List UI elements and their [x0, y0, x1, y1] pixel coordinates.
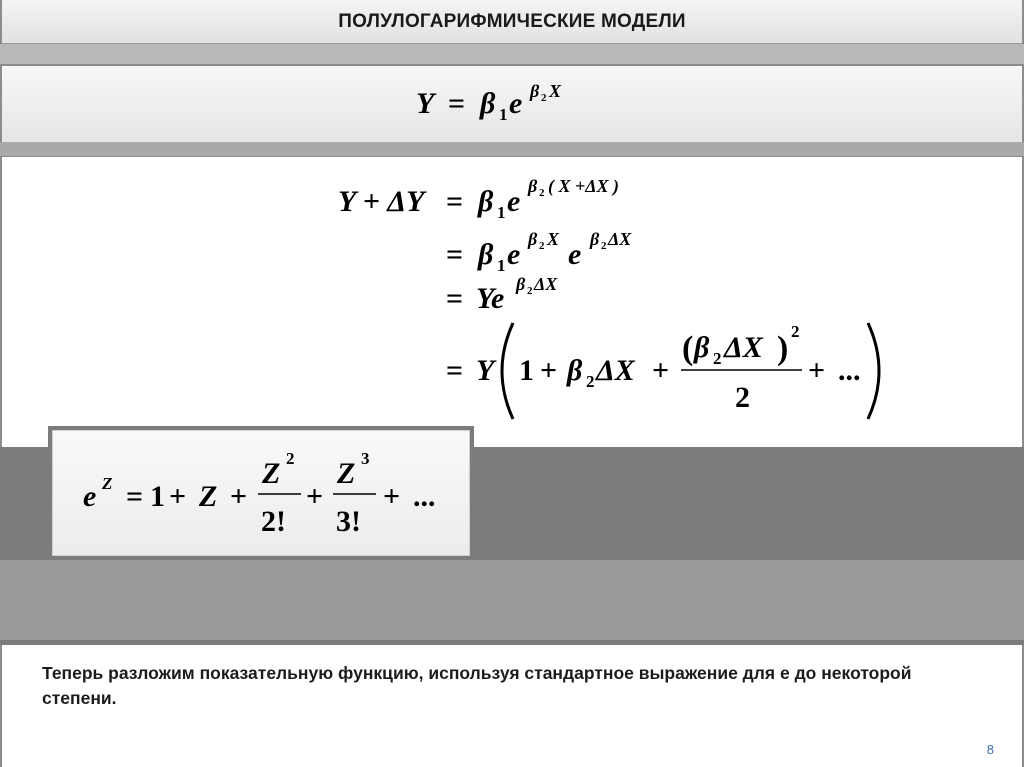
taylor-one: 1	[150, 480, 165, 513]
line2-exp2-var: ΔX	[608, 229, 632, 249]
taylor-series-inner	[52, 430, 470, 556]
taylor-f2-num: Z	[337, 457, 356, 490]
taylor-f1-den: 2!	[261, 505, 286, 538]
num-power: 2	[791, 322, 800, 341]
line4-plus3: +	[808, 354, 826, 387]
model-base-e: e	[509, 87, 523, 120]
num-beta-sub: 2	[713, 349, 722, 368]
left-big-paren	[502, 323, 513, 419]
page-number: 8	[986, 742, 994, 757]
num-close-paren: )	[777, 330, 789, 367]
model-lhs: Y	[416, 87, 435, 120]
slide-title-bar	[2, 0, 1022, 44]
line4-plus1: +	[540, 354, 558, 387]
line4-eq: =	[446, 354, 464, 387]
model-exp-beta: β	[530, 81, 540, 101]
derivation-panel	[2, 157, 1022, 447]
taylor-plus1: +	[169, 480, 187, 513]
taylor-dots: ...	[413, 480, 436, 513]
taylor-plus4: +	[383, 480, 401, 513]
taylor-series-equation	[53, 431, 469, 555]
taylor-z: Z	[199, 480, 218, 513]
line4-dots: ...	[838, 354, 861, 387]
line2-base-e: e	[507, 238, 521, 271]
line3-exp-sub: 2	[527, 285, 533, 297]
line1-beta: β	[478, 185, 494, 218]
divider-strip	[0, 44, 1024, 64]
num-beta: β	[694, 331, 710, 364]
model-eq-sign: =	[448, 87, 466, 120]
background-area-lower	[0, 560, 1024, 640]
derivation-equations	[2, 157, 1022, 447]
taylor-series-box	[48, 426, 474, 560]
line2-exp2-beta: β	[590, 229, 600, 249]
line4-beta-sub: 2	[586, 372, 595, 391]
line2-base-e2: e	[568, 238, 582, 271]
taylor-plus3: +	[306, 480, 324, 513]
divider-strip	[0, 142, 1024, 156]
line2-exp2-sub: 2	[601, 240, 607, 252]
line2-exp1-beta: β	[528, 229, 538, 249]
num-dx: ΔX	[724, 331, 763, 364]
num-open-paren: (	[682, 330, 694, 367]
line4-beta: β	[567, 354, 583, 387]
explanation-text: Теперь разложим показательную функцию, используя стандартное выражение для e до некоторой степени.	[42, 663, 912, 708]
model-equation-panel	[2, 66, 1022, 142]
taylor-lhs-exp: Z	[102, 474, 113, 493]
line2-exp1-var: X	[547, 229, 560, 249]
line1-base-e: e	[507, 185, 521, 218]
taylor-f2-pow: 3	[361, 449, 370, 468]
taylor-f1-num: Z	[262, 457, 281, 490]
right-big-paren	[868, 323, 879, 419]
taylor-lhs-e: e	[83, 480, 97, 513]
line4-dx: ΔX	[596, 354, 635, 387]
taylor-plus2: +	[230, 480, 248, 513]
line4-factor: Y	[476, 354, 495, 387]
line1-exp-beta: β	[528, 176, 538, 196]
line4-one: 1	[519, 354, 534, 387]
taylor-f2-den: 3!	[336, 505, 361, 538]
fraction-denominator: 2	[735, 381, 750, 414]
line1-eq: =	[446, 185, 464, 218]
taylor-f1-pow: 2	[286, 449, 295, 468]
line3-eq: =	[446, 282, 464, 315]
taylor-eq: =	[126, 480, 144, 513]
derivation-lhs: Y + ΔY	[338, 185, 425, 218]
model-exp-var: X	[549, 81, 562, 101]
slide-title: ПОЛУЛОГАРИФМИЧЕСКИЕ МОДЕЛИ	[338, 10, 686, 32]
model-equation	[2, 66, 1022, 142]
model-exp-sub: 2	[541, 92, 547, 104]
line2-eq: =	[446, 238, 464, 271]
line3-exp-beta: β	[516, 274, 526, 294]
line2-beta-sub: 1	[497, 256, 506, 275]
line3-term: Ye	[476, 282, 505, 315]
explanation-panel	[2, 645, 1022, 767]
line2-exp1-sub: 2	[539, 240, 545, 252]
line3-exp-var: ΔX	[534, 274, 558, 294]
line1-exp-paren: ( X +ΔX )	[548, 176, 620, 196]
line1-beta-sub: 1	[497, 203, 506, 222]
line4-plus2: +	[652, 354, 670, 387]
model-beta: β	[480, 87, 496, 120]
line1-exp-sub: 2	[539, 187, 545, 199]
line2-beta: β	[478, 238, 494, 271]
model-beta-sub: 1	[499, 105, 508, 124]
